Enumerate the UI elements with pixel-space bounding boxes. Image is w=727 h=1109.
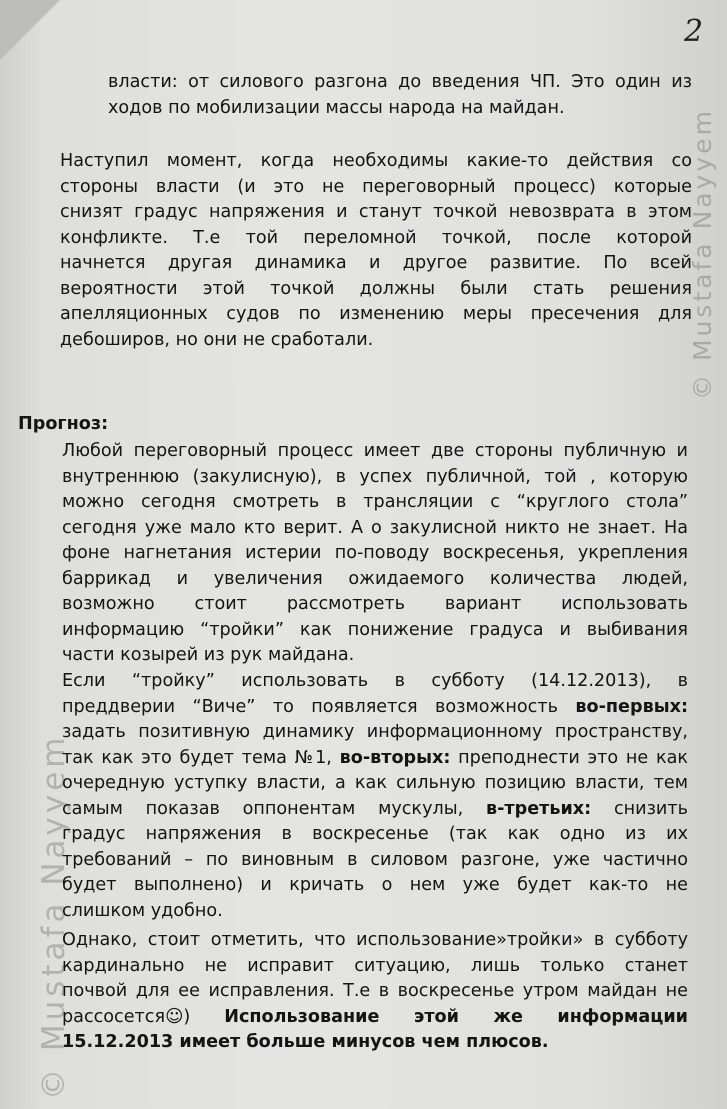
text-segment: самым показав оппонентам мускулы, xyxy=(62,798,486,819)
emphasis-conclusion: Использование этой же информации xyxy=(224,1006,688,1027)
text-line: сегодня уже мало кто верит. А о закулисной никто не знает. На xyxy=(62,517,688,538)
text-line: фоне нагнетания истерии по-поводу воскресенья, укрепления xyxy=(62,543,688,563)
text-line xyxy=(62,746,688,772)
text-line: требований – по виновным в силовом разгоне, уже частично xyxy=(62,849,688,870)
text-line: баррикад и увеличения ожидаемого количества людей, xyxy=(62,568,688,589)
text-line: конфликте. Т.е той переломной точкой, после которой xyxy=(60,227,692,248)
text-line: начнется другая динамика и другое развитие. По всей xyxy=(60,253,692,273)
forecast-paragraph-2 xyxy=(62,669,688,924)
watermark-left: © Mustafa Nayyem xyxy=(36,733,72,1100)
text-line: стороны власти (и это не переговорный процесс) которые xyxy=(60,176,692,197)
text-line: будет выполнено) и кричать о нем уже будет как-то не xyxy=(62,875,688,895)
page-number: 2 xyxy=(684,14,704,49)
text-line: задать позитивную динамику информационному пространству, xyxy=(62,722,688,742)
text-line: части козырей из рук майдана. xyxy=(62,645,355,665)
page-corner xyxy=(0,0,60,60)
text-line: возможно стоит рассмотреть вариант использовать xyxy=(62,594,688,614)
text-line: Любой переговорный процесс имеет две стороны публичную и xyxy=(62,441,688,461)
text-line: вероятности этой точкой должны были стать решения xyxy=(60,278,692,299)
paragraph-moment xyxy=(60,149,692,353)
text-line: очередную уступку власти, а как сильную позицию власти, тем xyxy=(62,773,688,793)
text-line: внутреннюю (закулисную), в успех публичной, той , которую xyxy=(62,466,688,487)
text-line xyxy=(62,1005,688,1031)
text-line: кардинально не исправит ситуацию, лишь только станет xyxy=(62,955,688,976)
forecast-paragraph-3 xyxy=(62,928,688,1056)
text-line: слишком удобно. xyxy=(62,900,223,921)
text-segment: снизить xyxy=(591,798,688,819)
text-line xyxy=(62,695,688,721)
text-line: Однако, стоит отметить, что использование»тройки» в субботу xyxy=(62,930,688,950)
text-line: снизят градус напряжения и станут точкой невозврата в этом xyxy=(60,202,692,222)
emphasis-third: в-третьих: xyxy=(485,798,592,819)
text-line-conclusion: 15.12.2013 имеет больше минусов чем плюсов. xyxy=(62,1032,549,1052)
forecast-heading: Прогноз: xyxy=(18,414,109,434)
text-line: можно сегодня смотреть в трансляции с “круглого стола” xyxy=(62,492,688,512)
text-line: почвой для ее исправления. Т.е в воскресенье утром майдан не xyxy=(62,981,688,1001)
text-line: апелляционных судов по изменению меры пресечения для xyxy=(60,304,692,324)
text-segment: так как это будет тема №1, xyxy=(62,747,340,768)
text-line: власти: от силового разгона до введения ЧП. Это один из xyxy=(108,72,692,92)
text-segment: преддверии “Виче” то появляется возможность xyxy=(62,696,576,717)
text-segment: рассосется☺) xyxy=(62,1006,225,1027)
paragraph-intro xyxy=(108,70,692,121)
text-line: дебоширов, но они не сработали. xyxy=(60,329,374,350)
text-line xyxy=(62,797,688,823)
text-segment: преподнести это не как xyxy=(450,747,688,768)
text-line: ходов по мобилизации массы народа на майдан. xyxy=(108,97,565,118)
text-line: информацию “тройки” как понижение градуса и выбивания xyxy=(62,619,688,640)
text-line: градус напряжения в воскресенье (так как одно из их xyxy=(62,824,688,844)
forecast-paragraph-1 xyxy=(62,439,688,669)
emphasis-first: во-первых: xyxy=(575,696,688,717)
watermark-right: © Mustafa Nayyem xyxy=(688,108,717,400)
emphasis-second: во-вторых: xyxy=(339,747,451,768)
text-line: Наступил момент, когда необходимы какие-то действия со xyxy=(60,151,692,171)
text-line: Если “тройку” использовать в субботу (14.12.2013), в xyxy=(62,671,688,691)
